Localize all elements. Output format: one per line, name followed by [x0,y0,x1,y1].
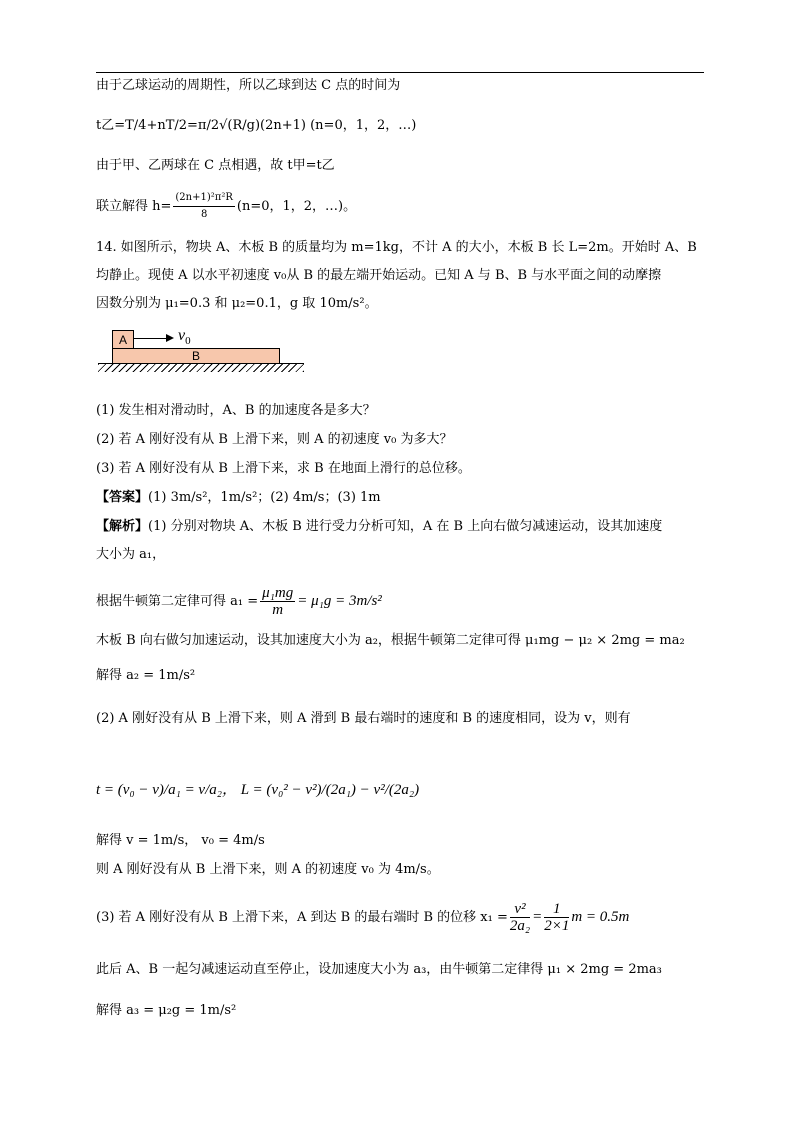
text-span: 联立解得 h= [96,199,172,214]
analysis-line [96,519,662,535]
velocity-arrow-shaft [134,338,168,339]
velocity-symbol: v [178,327,186,344]
question-text: 14. 如图所示，物块 A、木板 B 的质量均为 m=1kg，不计 A 的大小，木板 B 长 L=2m。开始时 A、B [96,240,697,255]
block-board-figure [98,326,304,372]
question-text: 因数分别为 μ₁=0.3 和 μ₂=0.1，g 取 10m/s²。 [96,296,378,311]
analysis-line: 木板 B 向右做匀加速运动，设其加速度大小为 a₂，根据牛顿第二定律可得 μ₁mg − μ₂ × 2mg = ma₂ [96,633,685,648]
fraction-denominator: 8 [200,209,208,220]
equation-line: t = (v₀ − v)/a₁ = v/a₂， L = (v₀² − v²)/(2a₁) − v²/(2a₂) [96,782,420,798]
fraction-denominator: m [272,602,284,618]
block-a: A [112,330,134,350]
analysis-line: 解得 a₂ = 1m/s² [96,668,196,683]
text-span: = [532,909,543,925]
analysis-line: 此后 A、B 一起匀减速运动直至停止，设加速度大小为 a₃，由牛顿第二定律得 μ₁ × 2mg = 2ma₃ [96,962,662,977]
fraction-denominator: 2×1 [544,918,570,934]
text-span: m = 0.5m [571,909,630,925]
velocity-label [178,327,191,347]
velocity-subscript: 0 [185,335,191,348]
velocity-arrow-head-icon [166,334,174,342]
text-line: 由于乙球运动的周期性，所以乙球到达 C 点的时间为 [96,78,401,93]
answer-line [96,490,381,506]
fraction-numerator: (2n+1)²π²R [173,190,234,207]
header-rule [96,72,704,73]
text-span: (3) 若 A 刚好没有从 B 上滑下来，A 到达 B 的最右端时 B 的位移 x₁ = [96,910,508,925]
text-span: 根据牛顿第二定律可得 a₁ = [96,594,259,609]
fraction [173,190,234,223]
fraction [544,901,569,934]
fraction [510,901,530,934]
fraction [260,585,295,618]
analysis-line: 解得 v = 1m/s， v₀ = 4m/s [96,833,265,848]
board-b: B [112,348,280,364]
text-span: = μ₁g = 3m/s² [297,593,382,609]
analysis-label: 【解析】 [96,519,149,534]
fraction-numerator: 1 [544,901,569,918]
sub-question: (2) 若 A 刚好没有从 B 上滑下来，则 A 的初速度 v₀ 为多大？ [96,432,453,447]
analysis-line: 则 A 刚好没有从 B 上滑下来，则 A 的初速度 v₀ 为 4m/s。 [96,862,440,877]
fraction-numerator: v² [510,901,530,918]
formula-line [96,585,382,618]
analysis-line: 大小为 a₁， [96,547,166,562]
answer-label: 【答案】 [96,490,149,505]
sub-question: (3) 若 A 刚好没有从 B 上滑下来，求 B 在地面上滑行的总位移。 [96,461,471,476]
formula-line: t乙=T/4+nT/2=π/2√(R/g)(2n+1) (n=0，1，2，…) [96,118,417,133]
formula-line [96,901,629,934]
analysis-line: 解得 a₃ = μ₂g = 1m/s² [96,1003,237,1018]
ground-hatch [98,363,304,372]
sub-question: (1) 发生相对滑动时，A、B 的加速度各是多大？ [96,403,376,418]
text-span: (n=0，1，2，…)。 [236,199,357,214]
analysis-text: (1) 分别对物块 A、木板 B 进行受力分析可知，A 在 B 上向右做匀减速运动，设其加速度 [148,519,663,534]
formula-line [96,190,356,223]
question-text: 均静止。现使 A 以水平初速度 v₀从 B 的最左端开始运动。已知 A 与 B、B 与水平面之间的动摩擦 [96,268,662,283]
answer-text: (1) 3m/s²，1m/s²；(2) 4m/s；(3) 1m [148,490,381,505]
analysis-line: (2) A 刚好没有从 B 上滑下来，则 A 滑到 B 最右端时的速度和 B 的速度相同，设为 v，则有 [96,711,631,726]
text-line: 由于甲、乙两球在 C 点相遇，故 t甲=t乙 [96,158,335,173]
fraction-denominator: 2a₂ [509,918,531,934]
fraction-numerator: μ₁mg [262,585,294,601]
